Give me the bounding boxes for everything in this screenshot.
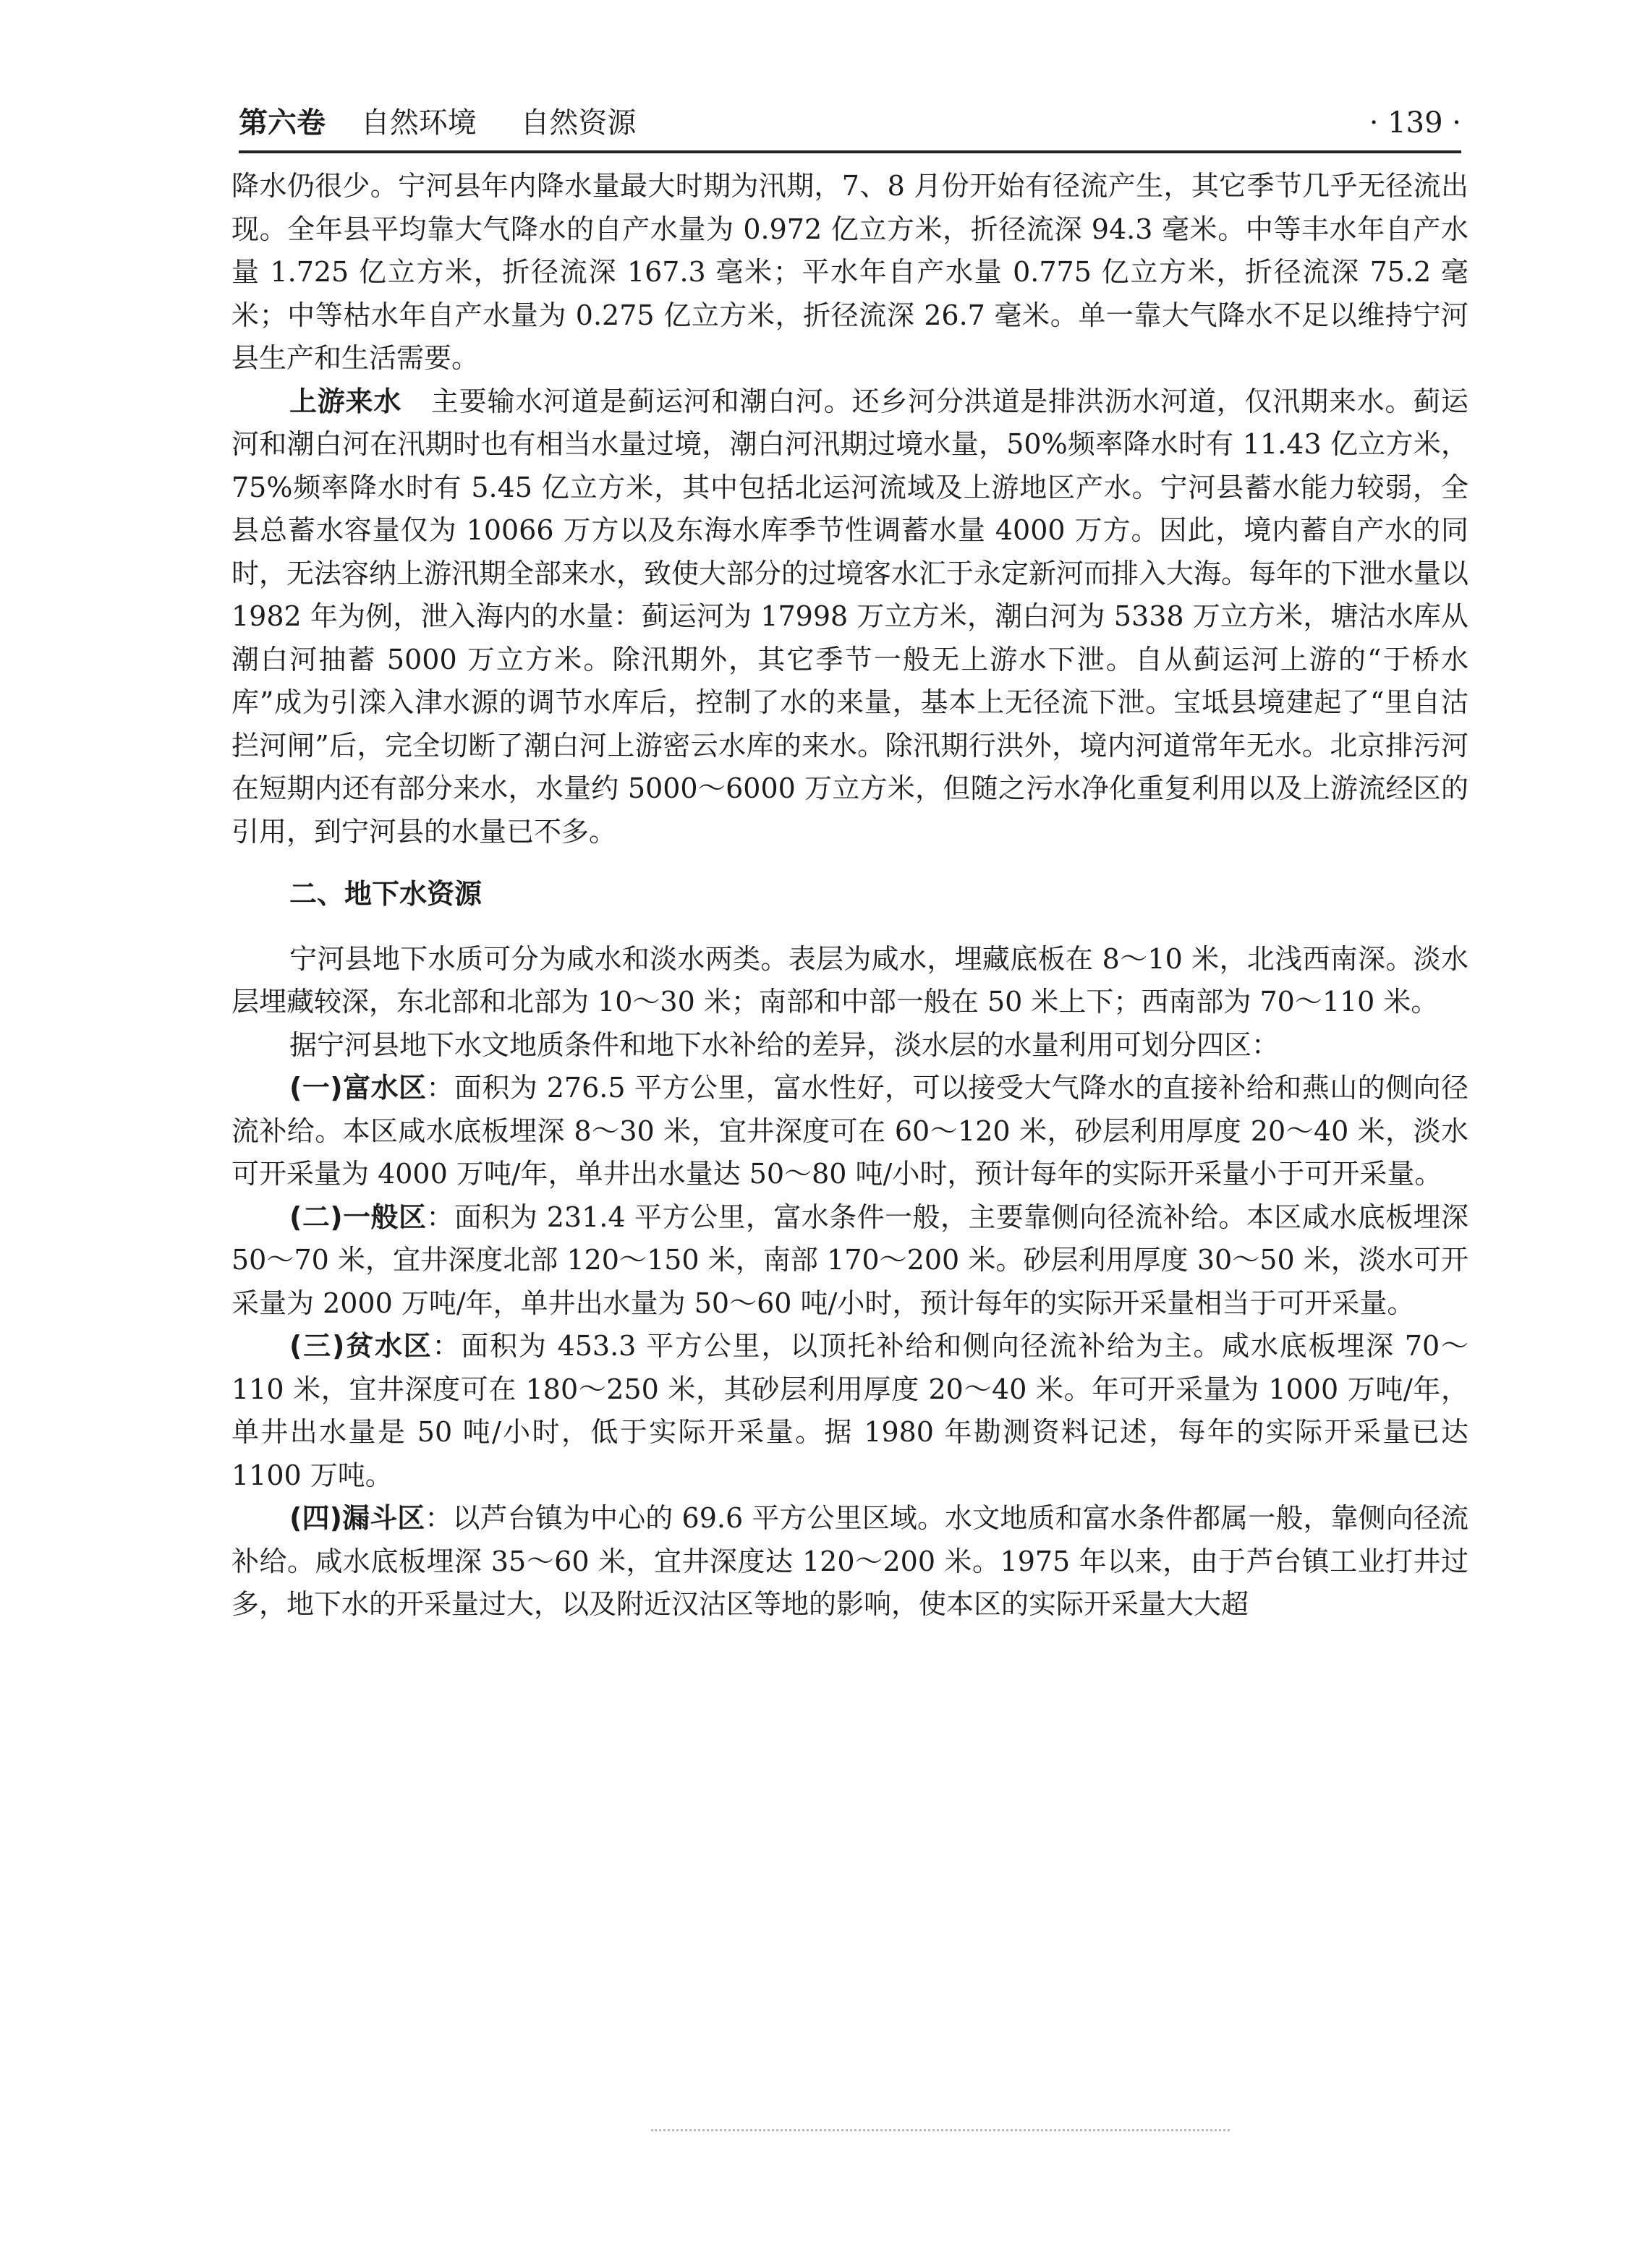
running-header [239,101,1461,145]
header-volume: 第六卷 [239,106,326,140]
paragraph [231,1497,1468,1627]
paragraph [231,1196,1468,1326]
paragraph-text: ：面积为 231.4 平方公里，富水条件一般，主要靠侧向径流补给。本区咸水底板埋深 50～70 米，宜井深度北部 120～150 米，南部 170～200 米。砂层利用厚度 30～50 米，淡水可开采量为 2000 万吨/年，单井出水量为 50～60 吨/小时，预计每年的实际开采量相当于可开采量。 [231,1201,1468,1319]
run-in-heading: (一)富水区 [289,1072,427,1104]
paragraph [231,1325,1468,1497]
run-in-heading: (二)一般区 [289,1201,427,1233]
header-section: 自然环境 [360,106,477,140]
run-in-heading: (三)贫水区 [289,1330,433,1362]
paragraph-text: ：面积为 276.5 平方公里，富水性好，可以接受大气降水的直接补给和燕山的侧向径流补给。本区咸水底板埋深 8～30 米，宜井深度可在 60～120 米，砂层利用厚度 20～40 米，淡水可开采量为 4000 万吨/年，单井出水量达 50～80 吨/小时，预计每年的实际开采量小于可开采量。 [231,1072,1468,1190]
header-subsection: 自然资源 [520,106,637,140]
paragraph-text: ：以芦台镇为中心的 69.6 平方公里区域。水文地质和富水条件都属一般，靠侧向径流补给。咸水底板埋深 35～60 米，宜井深度达 120～200 米。1975 年以来，由于芦台镇工业打井过多，地下水的开采量过大，以及附近汉沽区等地的影响，使本区的实际开采量大大超 [231,1502,1468,1620]
run-in-heading: (四)漏斗区 [289,1502,425,1534]
page-body [231,165,1468,1627]
paragraph [231,1067,1468,1196]
scan-artifact [651,2129,1230,2134]
paragraph [231,380,1468,854]
page-number: · 139 · [1369,106,1461,140]
paragraph: 宁河县地下水质可分为咸水和淡水两类。表层为咸水，埋藏底板在 8～10 米，北浅西南深。淡水层埋藏较深，东北部和北部为 10～30 米；南部和中部一般在 50 米上下；西南部为 70～110 米。 [231,942,1468,1018]
header-rule [239,150,1461,153]
run-in-heading: 上游来水 [289,385,402,417]
section-heading: 二、地下水资源 [289,878,483,910]
paragraph: 降水仍很少。宁河县年内降水量最大时期为汛期，7、8 月份开始有径流产生，其它季节几乎无径流出现。全年县平均靠大气降水的自产水量为 0.972 亿立方米，折径流深 94.3 毫米。中等丰水年自产水量 1.725 亿立方米，折径流深 167.3 毫米；平水年自产水量 0.775 亿立方米，折径流深 75.2 毫米；中等枯水年自产水量为 0.275 亿立方米，折径流深 26.7 毫米。单一靠大气降水不足以维持宁河县生产和生活需要。 [231,170,1468,374]
paragraph-text: ：面积为 453.3 平方公里，以顶托补给和侧向径流补给为主。咸水底板埋深 70～110 米，宜井深度可在 180～250 米，其砂层利用厚度 20～40 米。年可开采量为 1000 万吨/年，单井出水量是 50 吨/小时，低于实际开采量。据 1980 年勘测资料记述，每年的实际开采量已达 1100 万吨。 [231,1330,1468,1491]
paragraph-text: 主要输水河道是蓟运河和潮白河。还乡河分洪道是排洪沥水河道，仅汛期来水。蓟运河和潮白河在汛期时也有相当水量过境，潮白河汛期过境水量，50%频率降水时有 11.43 亿立方米，75%频率降水时有 5.45 亿立方米，其中包括北运河流域及上游地区产水。宁河县蓄水能力较弱，全县总蓄水容量仅为 10066 万方以及东海水库季节性调蓄水量 4000 万方。因此，境内蓄自产水的同时，无法容纳上游汛期全部来水，致使大部分的过境客水汇于永定新河而排入大海。每年的下泄水量以 1982 年为例，泄入海内的水量：蓟运河为 17998 万立方米，潮白河为 5338 万立方米，塘沽水库从潮白河抽蓄 5000 万立方米。除汛期外，其它季节一般无上游水下泄。自从蓟运河上游的“于桥水库”成为引滦入津水源的调节水库后，控制了水的来量，基本上无径流下泄。宝坻县境建起了“里自沽拦河闸”后，完全切断了潮白河上游密云水库的来水。除汛期行洪外，境内河道常年无水。北京排污河在短期内还有部分来水，水量约 5000～6000 万立方米，但随之污水净化重复利用以及上游流经区的引用，到宁河县的水量已不多。 [231,385,1469,848]
paragraph: 据宁河县地下水文地质条件和地下水补给的差异，淡水层的水量利用可划分四区： [289,1028,1280,1061]
